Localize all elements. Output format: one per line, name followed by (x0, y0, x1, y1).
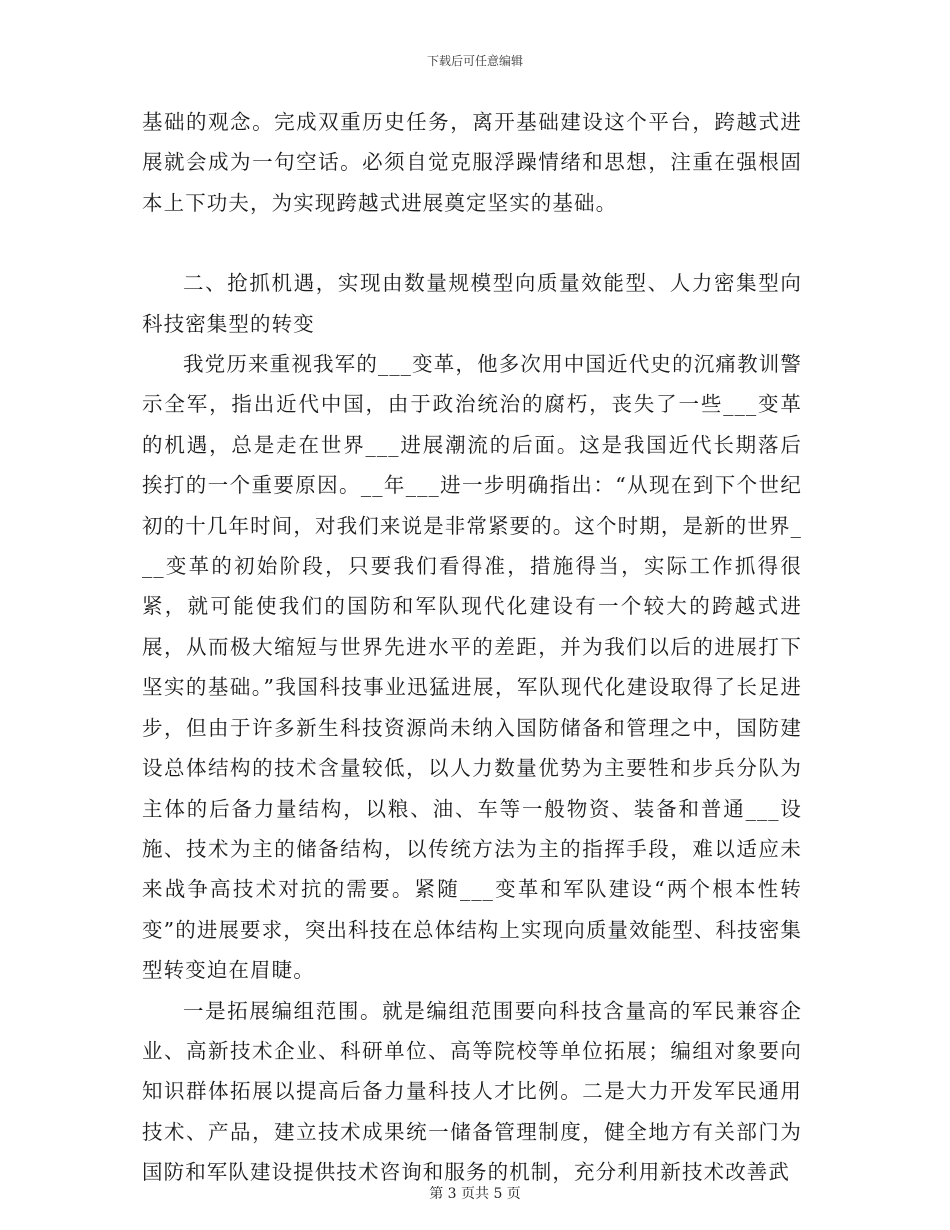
paragraph-body: 我党历来重视我军的___变革，他多次用中国近代史的沉痛教训警示全军，指出近代中国，由于政治统治的腐朽，丧失了一些___变革的机遇，总是走在世界___进展潮流的后面。这是我国近代长期落后挨打的一个重要原因。__年___进一步明确指出：“从现在到下个世纪初的十几年时间，对我们来说是非常紧要的。这个时期，是新的世界___变革的初始阶段，只要我们看得准，措施得当，实际工作抓得很紧，就可能使我们的国防和军队现代化建设有一个较大的跨越式进展，从而极大缩短与世界先进水平的差距，并为我们以后的进展打下坚实的基础。”我国科技事业迅猛进展，军队现代化建设取得了长足进步，但由于许多新生科技资源尚未纳入国防储备和管理之中，国防建设总体结构的技术含量较低，以人力数量优势为主要牲和步兵分队为主体的后备力量结构，以粮、油、车等一般物资、装备和普通___设施、技术为主的储备结构，以传统方法为主的指挥手段，难以适应未来战争高技术对抗的需要。紧随___变革和军队建设“两个根本性转变”的进展要求，突出科技在总体结构上实现向质量效能型、科技密集型转变迫在眉睫。 (142, 352, 802, 983)
page-number: 第 3 页共 5 页 (429, 1186, 521, 1202)
paragraph-continuation: 基础的观念。完成双重历史任务，离开基础建设这个平台，跨越式进展就会成为一句空话。必须自觉克服浮躁情绪和思想，注重在强根固本上下功夫，为实现跨越式进展奠定坚实的基础。 (142, 110, 802, 215)
document-body (142, 102, 802, 1193)
paragraph-gap (142, 223, 802, 263)
header-note: 下载后可任意编辑 (426, 54, 523, 68)
section-heading: 二、抢抓机遇，实现由数量规模型向质量效能型、人力密集型向科技密集型的转变 (142, 271, 802, 336)
paragraph-body: 一是拓展编组范围。就是编组范围要向科技含量高的军民兼容企业、高新技术企业、科研单位、高等院校等单位拓展；编组对象要向知识群体拓展以提高后备力量科技人才比例。二是大力开发军民通用技术、产品，建立技术成果统一储备管理制度，健全地方有关部门为国防和军队建设提供技术咨询和服务的机制，充分利用新技术改善武 (142, 998, 802, 1185)
